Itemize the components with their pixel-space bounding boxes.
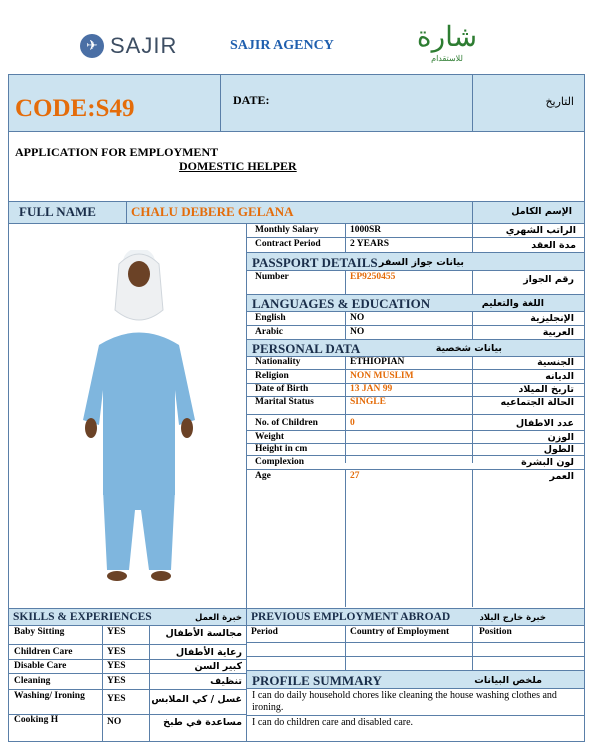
skill-label: Disable Care — [14, 661, 67, 671]
personal-value: SINGLE — [350, 397, 386, 407]
sajir-logo — [80, 33, 177, 59]
skill-value: YES — [107, 676, 126, 686]
skill-value: YES — [107, 627, 126, 637]
date-cell — [221, 75, 473, 132]
skill-label: Baby Sitting — [14, 627, 65, 637]
personal-label-ar: العمر — [549, 471, 574, 482]
personal-label-ar: الحالة الجتماعيه — [500, 397, 574, 408]
skill-label: Children Care — [14, 647, 73, 657]
skill-label: Cleaning — [14, 676, 51, 686]
personal-label: Complexion — [255, 457, 305, 467]
previous-title-ar: خبرة خارج البلاد — [479, 613, 546, 623]
personal-label-ar: الطول — [543, 444, 574, 455]
page-header — [0, 0, 600, 72]
arabic-logo: شارة للاستقدام — [416, 20, 478, 63]
skill-value: YES — [107, 661, 126, 671]
personal-value: NON MUSLIM — [350, 371, 414, 381]
col-country: Country of Employment — [350, 627, 450, 637]
skill-label-ar: رعاية الأطفال — [175, 647, 242, 658]
passport-number-value: EP9250455 — [350, 272, 396, 282]
passport-number-label: Number — [255, 272, 289, 282]
skill-value: YES — [107, 694, 126, 704]
col-position: Position — [479, 627, 512, 637]
skill-label-ar: مجالسة الأطفال — [165, 628, 242, 639]
application-title: APPLICATION FOR EMPLOYMENT — [15, 145, 219, 159]
date-ar-cell — [473, 75, 584, 132]
skill-label-ar: غسل / كي الملابس — [151, 694, 242, 705]
skill-label-ar: كبير السن — [194, 661, 242, 672]
personal-label-ar: الوزن — [547, 432, 574, 443]
personal-value: 0 — [350, 418, 355, 428]
personal-title: PERSONAL DATA — [252, 341, 361, 356]
salary-label: Monthly Salary — [255, 225, 319, 235]
profile-text-1: I can do daily household chores like cleaning the house washing clothes and ironing. — [252, 690, 557, 713]
lang-value: NO — [350, 313, 365, 323]
personal-label: Marital Status — [255, 397, 314, 407]
personal-title-ar: بيانات شخصية — [435, 343, 502, 354]
skill-label-ar: مساعدة في طبخ — [163, 717, 242, 728]
personal-label-ar: عدد الاطفال — [515, 418, 574, 429]
fullname-label-ar: الإسم الكامل — [511, 206, 572, 217]
col-period: Period — [251, 627, 278, 637]
personal-label-ar: الجنسية — [537, 357, 574, 368]
fullname-value: CHALU DEBERE GELANA — [131, 204, 294, 219]
personal-label: Date of Birth — [255, 384, 309, 394]
personal-label: Age — [255, 471, 271, 481]
lang-label-ar: العربية — [542, 327, 574, 338]
personal-value: 13 JAN 99 — [350, 384, 393, 394]
lang-value: NO — [350, 327, 365, 337]
languages-title-ar: اللغة والتعليم — [481, 298, 544, 309]
contract-label: Contract Period — [255, 239, 321, 249]
languages-title: LANGUAGES & EDUCATION — [252, 296, 431, 311]
personal-label: Nationality — [255, 357, 301, 367]
date-label-ar: التاريخ — [545, 96, 574, 108]
fullname-label: FULL NAME — [19, 204, 96, 219]
salary-value: 1000SR — [350, 225, 382, 235]
lang-label-ar: الإنجليزية — [530, 313, 574, 324]
lang-label: English — [255, 313, 286, 323]
passport-title-ar: بيانات جواز السفر — [378, 257, 464, 268]
lang-label: Arabic — [255, 327, 283, 337]
profile-title-ar: ملخص البيانات — [474, 675, 542, 686]
date-label: DATE: — [233, 93, 270, 107]
personal-label: Weight — [255, 432, 285, 442]
profile-title: PROFILE SUMMARY — [252, 673, 382, 688]
previous-title: PREVIOUS EMPLOYMENT ABROAD — [251, 611, 451, 623]
personal-label-ar: تاريخ الميلاد — [518, 384, 574, 395]
personal-label: Religion — [255, 371, 289, 381]
contract-label-ar: مدة العقد — [531, 240, 576, 251]
application-form — [8, 74, 585, 742]
skill-value: NO — [107, 717, 122, 727]
passport-title: PASSPORT DETAILS — [252, 255, 378, 270]
code-cell — [9, 75, 221, 132]
skill-label: Cooking H — [14, 715, 59, 725]
skill-value: YES — [107, 647, 126, 657]
skill-label: Washing/ Ironing — [14, 691, 85, 701]
contract-value: 2 YEARS — [350, 239, 389, 249]
code-value: CODE:S49 — [15, 95, 135, 122]
personal-label-ar: لون البشرة — [521, 457, 574, 468]
personal-label: Height in cm — [255, 444, 308, 454]
airplane-icon: ✈ — [80, 34, 104, 58]
skills-title: SKILLS & EXPERIENCES — [13, 611, 152, 623]
brand-name: SAJIR — [110, 33, 178, 58]
personal-label: No. of Children — [255, 418, 318, 428]
candidate-photo — [79, 250, 199, 590]
agency-title: SAJIR AGENCY — [230, 38, 334, 53]
skills-title-ar: خبرة العمل — [195, 613, 243, 623]
profile-text-2: I can do children care and disabled care. — [252, 717, 414, 728]
passport-number-ar: رقم الجواز — [523, 274, 574, 285]
application-subtitle: DOMESTIC HELPER — [179, 159, 297, 173]
salary-label-ar: الراتب الشهري — [505, 225, 576, 236]
personal-label-ar: الديانه — [545, 371, 574, 382]
personal-value: 27 — [350, 471, 360, 481]
skill-label-ar: تنظيف — [210, 676, 242, 687]
personal-value: ETHIOPIAN — [350, 357, 405, 367]
